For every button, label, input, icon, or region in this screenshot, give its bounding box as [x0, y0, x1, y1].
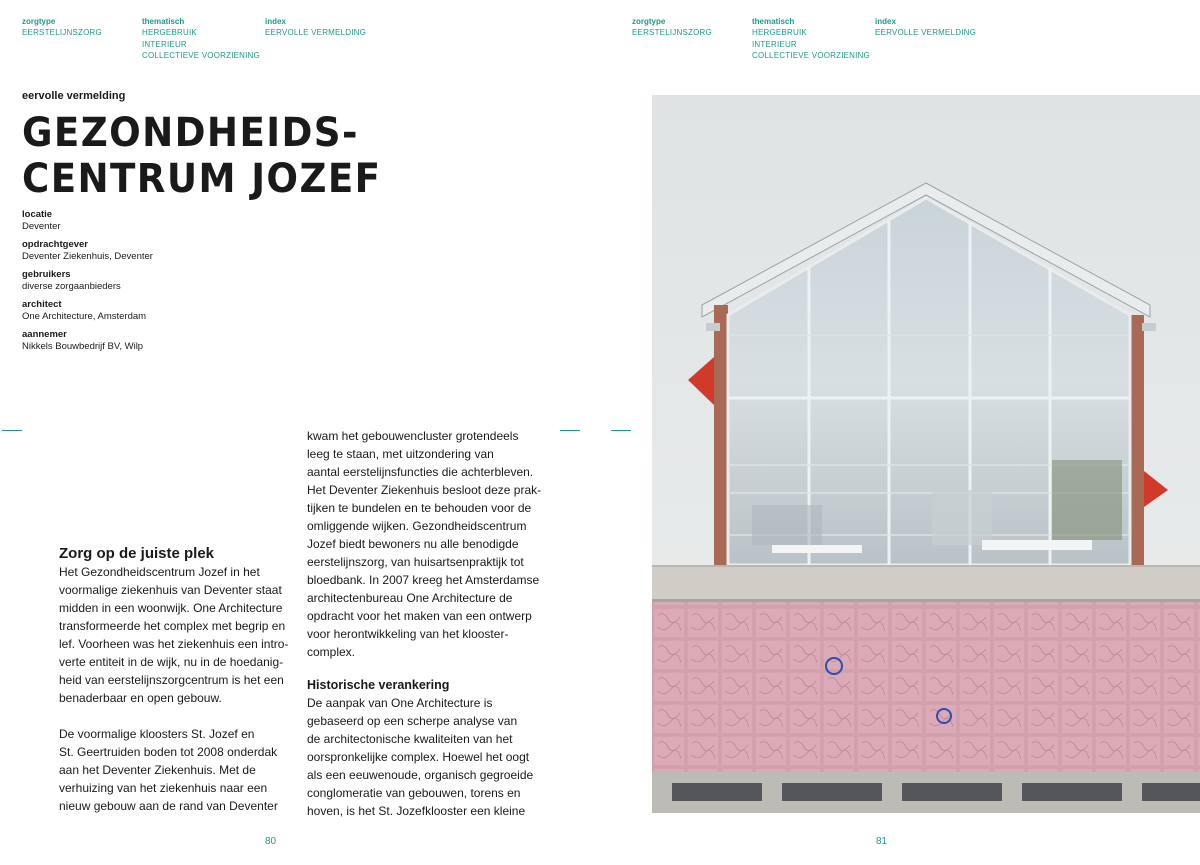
text-line: eerstelijnszorg, van huisartsenpraktijk tot — [307, 555, 524, 569]
meta-zorgtype — [22, 16, 102, 39]
meta-index — [265, 16, 366, 39]
fact-value: Deventer — [22, 220, 61, 232]
text-line: benaderbaar en open gebouw. — [59, 691, 222, 705]
text-line: complex. — [307, 645, 356, 659]
text-line: De voormalige kloosters St. Jozef en — [59, 727, 255, 741]
meta-value: INTERIEUR — [752, 39, 797, 49]
building-photo — [652, 95, 1200, 813]
fact-value: One Architecture, Amsterdam — [22, 310, 147, 322]
text-line: St. Geertruiden boden tot 2008 onderdak — [59, 745, 278, 759]
meta-thematisch — [752, 16, 870, 62]
divider-rule — [560, 430, 580, 431]
meta-value: EERSTELIJNSZORG — [632, 28, 712, 37]
fact-gebruikers — [22, 269, 322, 292]
paragraph — [59, 563, 299, 707]
page-title — [22, 110, 381, 202]
fact-value: Nikkels Bouwbedrijf BV, Wilp — [22, 340, 144, 352]
text-line: opdracht voor het maken van een ontwerp — [307, 609, 532, 623]
text-line: lef. Voorheen was het ziekenhuis een intro- — [59, 637, 289, 651]
text-line: bloedbank. In 2007 kreeg het Amsterdamse — [307, 573, 540, 587]
paragraph — [59, 725, 299, 815]
meta-label: thematisch — [142, 17, 185, 26]
meta-value: HERGEBRUIK — [752, 28, 807, 37]
text-line: oorspronkelijke complex. Hoewel het oogt — [307, 750, 530, 764]
text-line: gebaseerd op een scherpe analyse van — [307, 714, 518, 728]
text-line: architectenbureau One Architecture de — [307, 591, 513, 605]
fact-label: aannemer — [22, 329, 67, 340]
text-line: aantal eerstelijnsfuncties die achterbleven. — [307, 465, 534, 479]
page-number: 80 — [265, 836, 277, 847]
text-line: omliggende wijken. Gezondheidscentrum — [307, 519, 527, 533]
fact-locatie — [22, 209, 322, 232]
meta-index — [875, 16, 976, 39]
meta-value: INTERIEUR — [142, 39, 187, 49]
text-line: leeg te staan, met uitzondering van — [307, 447, 494, 461]
text-column-1 — [59, 545, 299, 815]
section-heading: Historische verankering — [307, 678, 450, 692]
text-line: hoven, is het St. Jozefklooster een kleine — [307, 804, 526, 818]
meta-value: EERSTELIJNSZORG — [22, 28, 102, 37]
meta-value: EERVOLLE VERMELDING — [265, 28, 367, 37]
text-line: verte entiteit in de wijk, nu in de hoedanig- — [59, 655, 284, 669]
title-line: CENTRUM JOZEF — [22, 156, 382, 202]
project-facts — [22, 209, 322, 359]
meta-value: COLLECTIEVE VOORZIENING — [752, 51, 870, 60]
text-line: als een eeuwenoude, organisch gegroeide — [307, 768, 534, 782]
text-line: De aanpak van One Architecture is — [307, 696, 493, 710]
text-line: transformeerde het complex met begrip en — [59, 619, 286, 633]
meta-thematisch — [142, 16, 260, 62]
paragraph — [307, 694, 552, 820]
fact-opdrachtgever — [22, 239, 322, 262]
fact-architect — [22, 299, 322, 322]
paragraph — [307, 427, 552, 661]
fact-label: architect — [22, 299, 62, 310]
meta-label: index — [875, 17, 896, 26]
divider-rule — [2, 430, 22, 431]
fact-label: opdrachtgever — [22, 239, 88, 250]
fact-value: diverse zorgaanbieders — [22, 280, 121, 292]
meta-zorgtype — [632, 16, 712, 39]
text-line: aan het Deventer Ziekenhuis. Met de — [59, 763, 256, 777]
text-line: voormalige ziekenhuis van Deventer staat — [59, 583, 282, 597]
meta-value: COLLECTIEVE VOORZIENING — [142, 51, 260, 60]
divider-rule — [611, 430, 631, 431]
kicker: eervolle vermelding — [22, 90, 126, 102]
meta-label: zorgtype — [632, 17, 666, 26]
text-line: kwam het gebouwencluster grotendeels — [307, 429, 519, 443]
fact-aannemer — [22, 329, 322, 352]
text-line: nieuw gebouw aan de rand van Deventer — [59, 799, 278, 813]
text-line: Jozef biedt bewoners nu alle benodigde — [307, 537, 519, 551]
text-line: voor herontwikkeling van het klooster- — [307, 627, 509, 641]
meta-value: HERGEBRUIK — [142, 28, 197, 37]
meta-label: thematisch — [752, 17, 795, 26]
text-line: heid van eerstelijnszorgcentrum is het een — [59, 673, 284, 687]
text-column-2 — [307, 427, 552, 820]
meta-value: EERVOLLE VERMELDING — [875, 28, 977, 37]
meta-label: index — [265, 17, 286, 26]
text-line: tijken te bundelen en te behouden voor de — [307, 501, 532, 515]
fact-value: Deventer Ziekenhuis, Deventer — [22, 250, 153, 262]
meta-label: zorgtype — [22, 17, 56, 26]
text-line: Het Gezondheidscentrum Jozef in het — [59, 565, 260, 579]
text-line: verhuizing van het ziekenhuis naar een — [59, 781, 268, 795]
fact-label: locatie — [22, 209, 53, 220]
fact-label: gebruikers — [22, 269, 71, 280]
section-heading: Zorg op de juiste plek — [59, 545, 215, 562]
text-line: conglomeratie van gebouwen, torens en — [307, 786, 521, 800]
text-line: Het Deventer Ziekenhuis besloot deze prak- — [307, 483, 542, 497]
page-number: 81 — [876, 836, 888, 847]
text-line: de architectonische kwaliteiten van het — [307, 732, 513, 746]
title-line: GEZONDHEIDS- — [22, 110, 359, 156]
text-line: midden in een woonwijk. One Architecture — [59, 601, 283, 615]
